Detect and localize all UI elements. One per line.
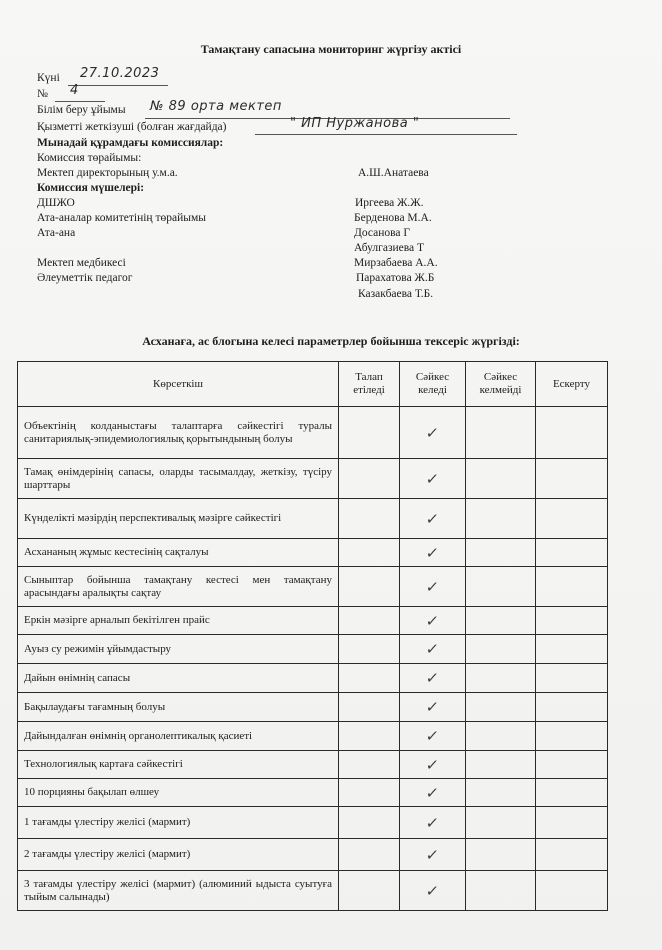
not-complies-cell: [466, 722, 536, 751]
not-complies-cell: [466, 751, 536, 779]
header-required: Талап етіледі: [339, 362, 400, 407]
member-role: ДШЖО: [37, 197, 75, 209]
member-name: Иргеева Ж.Ж.: [355, 197, 424, 209]
check-mark-icon: ✓: [424, 423, 441, 442]
check-mark-icon: ✓: [424, 845, 441, 864]
check-mark-icon: ✓: [424, 669, 441, 687]
table-row: [18, 779, 608, 807]
note-cell: [536, 567, 608, 607]
not-complies-cell: [466, 567, 536, 607]
header-not-complies: Сәйкес келмейді: [466, 362, 536, 407]
table-row: [18, 499, 608, 539]
table-row: [18, 664, 608, 693]
not-complies-cell: [466, 407, 536, 459]
table-row: [18, 539, 608, 567]
required-cell: [339, 722, 400, 751]
number-label: №: [37, 88, 48, 100]
indicator-cell: 10 порцияны бақылап өлшеу: [18, 779, 339, 807]
not-complies-cell: [466, 499, 536, 539]
not-complies-cell: [466, 664, 536, 693]
check-mark-icon: ✓: [424, 509, 441, 528]
note-cell: [536, 722, 608, 751]
provider-underline: [255, 134, 517, 135]
check-mark-icon: ✓: [424, 640, 441, 658]
table-row: [18, 751, 608, 779]
indicator-cell: Еркін мәзірге арналып бекітілген прайс: [18, 607, 339, 635]
required-cell: [339, 871, 400, 911]
member-role: Ата-аналар комитетінің төрайымы: [37, 212, 206, 224]
not-complies-cell: [466, 839, 536, 871]
indicator-cell: 1 тағамды үлестіру желісі (мармит): [18, 807, 339, 839]
member-role: Әлеуметтік педагог: [37, 272, 133, 284]
member-name: Берденова М.А.: [354, 212, 432, 224]
member-name: Абулгазиева Т: [354, 242, 425, 254]
required-cell: [339, 664, 400, 693]
provider-value: " ИП Нуржанова ": [290, 116, 420, 131]
check-mark-icon: ✓: [424, 698, 441, 716]
check-mark-icon: ✓: [424, 611, 441, 630]
member-role: Мектеп медбикесі: [37, 257, 126, 269]
member-name: Мирзабаева А.А.: [354, 257, 438, 269]
member-name: Парахатова Ж.Б: [356, 272, 435, 284]
required-cell: [339, 693, 400, 722]
complies-cell: [400, 459, 466, 499]
indicator-cell: Дайындалған өнімнің органолептикалық қасиеті: [18, 722, 339, 751]
member-name: Казакбаева Т.Б.: [358, 288, 434, 300]
indicator-cell: Күнделікті мәзірдің перспективалық мәзірге сәйкестігі: [18, 499, 339, 539]
not-complies-cell: [466, 607, 536, 635]
check-mark-icon: ✓: [424, 577, 441, 596]
complies-cell: [400, 499, 466, 539]
complies-cell: [400, 664, 466, 693]
complies-cell: [400, 751, 466, 779]
table-row: [18, 839, 608, 871]
note-cell: [536, 459, 608, 499]
not-complies-cell: [466, 459, 536, 499]
check-mark-icon: ✓: [424, 813, 441, 832]
member-name: Досанова Г: [354, 227, 411, 239]
note-cell: [536, 664, 608, 693]
required-cell: [339, 539, 400, 567]
required-cell: [339, 807, 400, 839]
note-cell: [536, 839, 608, 871]
table-row: [18, 459, 608, 499]
table-title: Асханаға, ас блогына келесі параметрлер бойынша тексеріс жүргізді:: [142, 334, 520, 348]
number-underline: [55, 101, 105, 102]
table-row: [18, 407, 608, 459]
check-mark-icon: ✓: [424, 469, 441, 488]
commission-heading: Мынадай құрамдағы комиссиялар:: [37, 137, 224, 149]
not-complies-cell: [466, 539, 536, 567]
note-cell: [536, 779, 608, 807]
complies-cell: [400, 779, 466, 807]
complies-cell: [400, 722, 466, 751]
complies-cell: [400, 839, 466, 871]
complies-cell: [400, 871, 466, 911]
note-cell: [536, 693, 608, 722]
indicator-cell: Технологиялық картаға сәйкестігі: [18, 751, 339, 779]
complies-cell: [400, 693, 466, 722]
note-cell: [536, 871, 608, 911]
required-cell: [339, 407, 400, 459]
table-header-row: [18, 362, 608, 407]
date-label: Күні: [37, 72, 60, 84]
required-cell: [339, 459, 400, 499]
chair-role: Мектеп директорының у.м.а.: [37, 167, 178, 179]
table-row: [18, 635, 608, 664]
header-indicator: Көрсеткіш: [18, 362, 339, 407]
note-cell: [536, 635, 608, 664]
not-complies-cell: [466, 871, 536, 911]
header-complies: Сәйкес келеді: [400, 362, 466, 407]
indicator-cell: Ауыз су режимін ұйымдастыру: [18, 635, 339, 664]
note-cell: [536, 751, 608, 779]
indicator-cell: Сыныптар бойынша тамақтану кестесі мен тамақтану арасындағы аралықты сақтау: [18, 567, 339, 607]
note-cell: [536, 539, 608, 567]
complies-cell: [400, 407, 466, 459]
indicator-cell: 2 тағамды үлестіру желісі (мармит): [18, 839, 339, 871]
inspection-table: [17, 361, 608, 911]
required-cell: [339, 607, 400, 635]
provider-label: Қызметті жеткізуші (болған жағдайда): [37, 121, 227, 133]
table-row: [18, 871, 608, 911]
chair-label: Комиссия төрайымы:: [37, 152, 142, 164]
table-row: [18, 607, 608, 635]
complies-cell: [400, 539, 466, 567]
note-cell: [536, 607, 608, 635]
chair-name: А.Ш.Анатаева: [358, 167, 429, 179]
table-row: [18, 693, 608, 722]
check-mark-icon: ✓: [424, 727, 441, 745]
note-cell: [536, 407, 608, 459]
required-cell: [339, 499, 400, 539]
indicator-cell: Бақылаудағы тағамның болуы: [18, 693, 339, 722]
complies-cell: [400, 607, 466, 635]
date-value: 27.10.2023: [80, 66, 160, 81]
required-cell: [339, 751, 400, 779]
school-label: Білім беру ұйымы: [37, 104, 126, 116]
note-cell: [536, 807, 608, 839]
date-underline: [68, 85, 168, 86]
indicator-cell: 3 тағамды үлестіру желісі (мармит) (алюминий ыдыста суытуға тыйым салынады): [18, 871, 339, 911]
number-value: 4: [70, 83, 79, 98]
indicator-cell: Асхананың жұмыс кестесінің сақталуы: [18, 539, 339, 567]
complies-cell: [400, 807, 466, 839]
header-note: Ескерту: [536, 362, 608, 407]
not-complies-cell: [466, 807, 536, 839]
required-cell: [339, 635, 400, 664]
required-cell: [339, 779, 400, 807]
complies-cell: [400, 635, 466, 664]
indicator-cell: Тамақ өнімдерінің сапасы, оларды тасымалдау, жеткізу, түсіру шарттары: [18, 459, 339, 499]
members-heading: Комиссия мүшелері:: [37, 182, 145, 194]
not-complies-cell: [466, 635, 536, 664]
document-title: Тамақтану сапасына мониторинг жүргізу актісі: [200, 42, 462, 56]
check-mark-icon: ✓: [424, 783, 441, 802]
not-complies-cell: [466, 779, 536, 807]
indicator-cell: Объектінің колданыстағы талаптарға сәйкестігі туралы санитариялық-эпидемиологиялық қорытындының болуы: [18, 407, 339, 459]
not-complies-cell: [466, 693, 536, 722]
note-cell: [536, 499, 608, 539]
member-role: Ата-ана: [37, 227, 76, 239]
check-mark-icon: ✓: [424, 881, 441, 900]
table-row: [18, 567, 608, 607]
check-mark-icon: ✓: [424, 755, 441, 774]
required-cell: [339, 567, 400, 607]
indicator-cell: Дайын өнімнің сапасы: [18, 664, 339, 693]
table-row: [18, 722, 608, 751]
required-cell: [339, 839, 400, 871]
table-row: [18, 807, 608, 839]
check-mark-icon: ✓: [424, 543, 441, 562]
school-value: № 89 орта мектеп: [150, 99, 282, 114]
complies-cell: [400, 567, 466, 607]
